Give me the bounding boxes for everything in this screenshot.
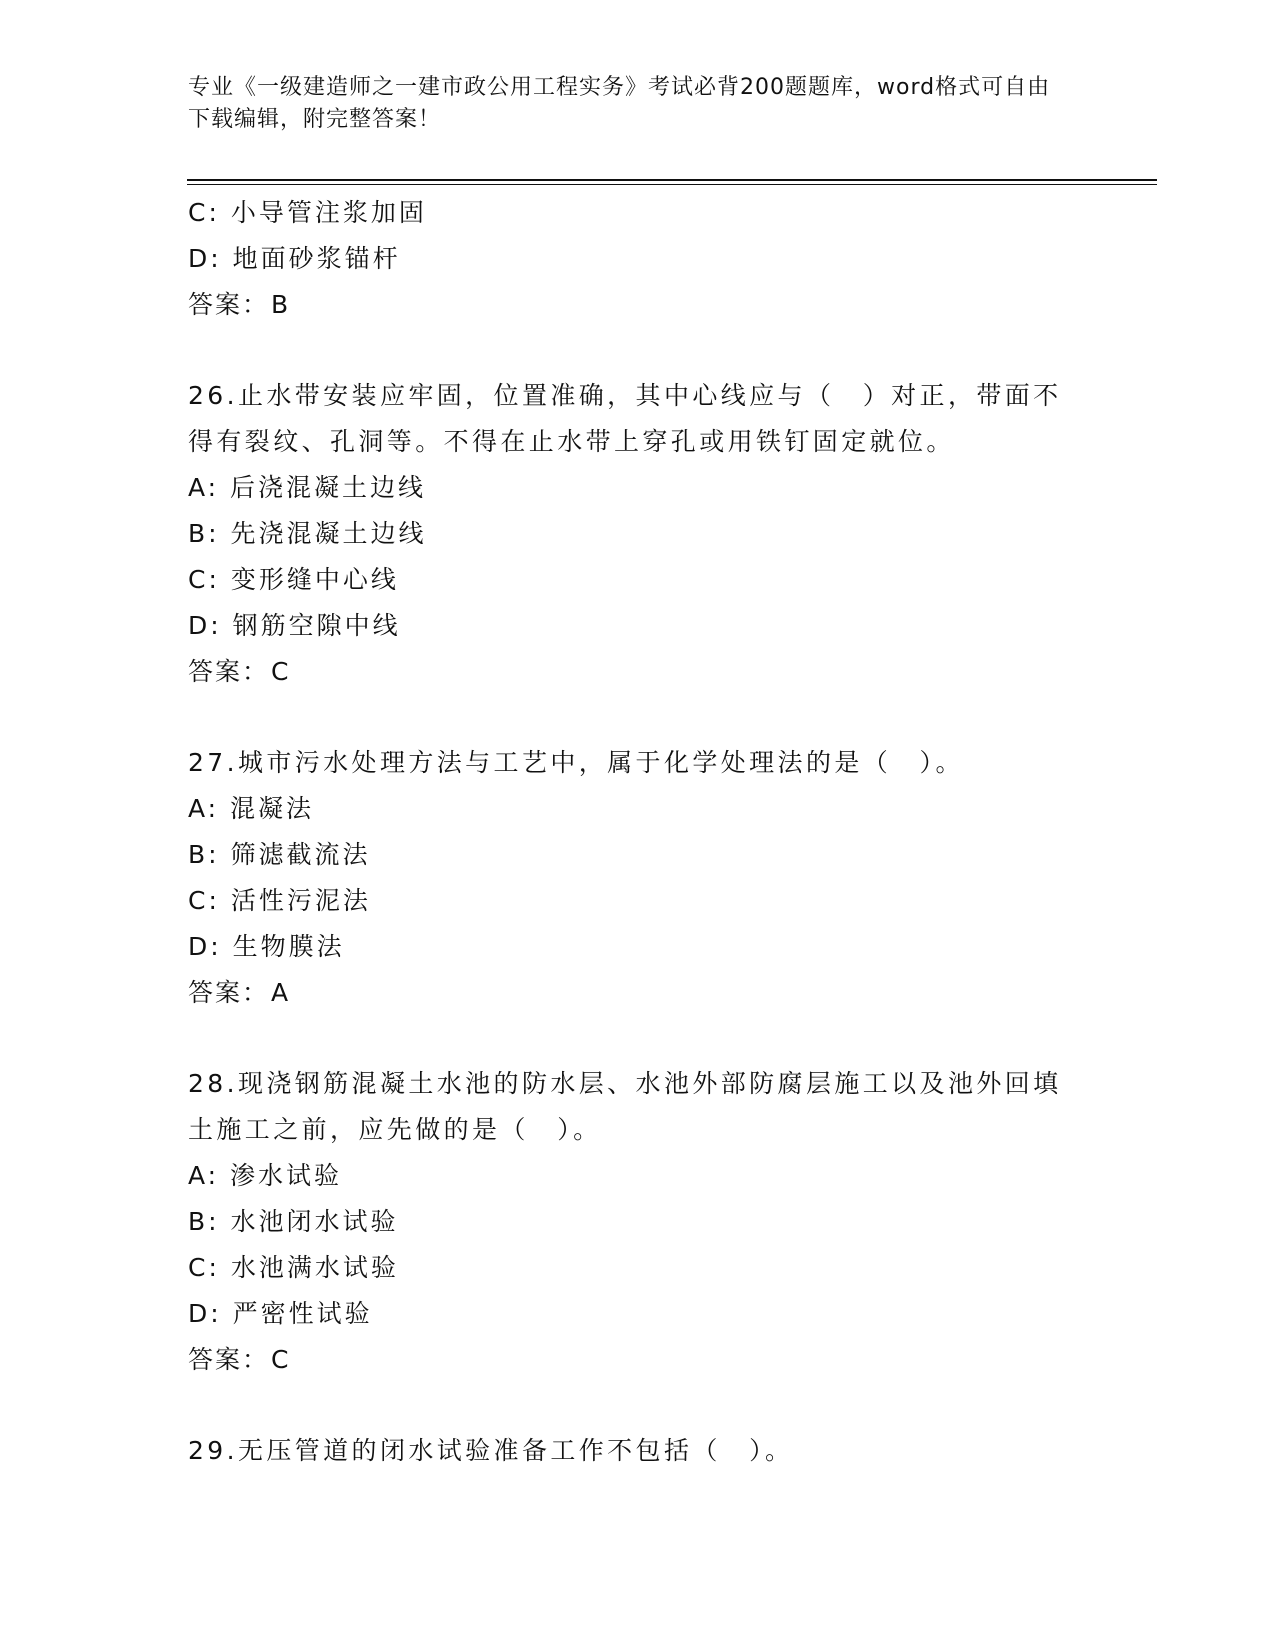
question-block-25 bbox=[188, 190, 1088, 328]
option-a: A: 混凝法 bbox=[188, 794, 315, 823]
option-d: D: 钢筋空隙中线 bbox=[188, 611, 401, 640]
answer-line: 答案：C bbox=[188, 657, 289, 686]
option-c: C: 水池满水试验 bbox=[188, 1253, 399, 1282]
option-d: D: 严密性试验 bbox=[188, 1299, 373, 1328]
answer-line: 答案：B bbox=[188, 290, 289, 319]
question-stem: 27.城市污水处理方法与工艺中，属于化学处理法的是（ ）。 bbox=[188, 748, 964, 777]
header-divider-thick bbox=[187, 179, 1157, 181]
question-block-29 bbox=[188, 1428, 1088, 1474]
question-block-27 bbox=[188, 740, 1088, 1016]
option-a: A: 渗水试验 bbox=[188, 1161, 343, 1190]
question-block-26 bbox=[188, 373, 1088, 695]
option-b: B: 筛滤截流法 bbox=[188, 840, 371, 869]
header-divider-thin bbox=[187, 184, 1157, 185]
answer-value: C bbox=[271, 657, 289, 686]
option-b: B: 先浇混凝土边线 bbox=[188, 519, 427, 548]
answer-line: 答案：A bbox=[188, 978, 289, 1007]
question-stem: 28.现浇钢筋混凝土水池的防水层、水池外部防腐层施工以及池外回填土施工之前，应先做的是（ ）。 bbox=[188, 1069, 1062, 1144]
question-block-28 bbox=[188, 1061, 1088, 1383]
option-a: A: 后浇混凝土边线 bbox=[188, 473, 427, 502]
question-stem: 26.止水带安装应牢固，位置准确，其中心线应与（ ）对正，带面不得有裂纹、孔洞等。不得在止水带上穿孔或用铁钉固定就位。 bbox=[188, 381, 1062, 456]
option-b: B: 水池闭水试验 bbox=[188, 1207, 399, 1236]
answer-value: A bbox=[271, 978, 289, 1007]
option-c: C: 活性污泥法 bbox=[188, 886, 371, 915]
option-d: D: 生物膜法 bbox=[188, 932, 345, 961]
answer-value: B bbox=[271, 290, 289, 319]
answer-value: C bbox=[271, 1345, 289, 1374]
option-d: D: 地面砂浆锚杆 bbox=[188, 244, 401, 273]
document-header bbox=[188, 72, 1068, 136]
question-list bbox=[188, 190, 1088, 1474]
header-text: 专业《一级建造师之一建市政公用工程实务》考试必背200题题库，word格式可自由下载编辑，附完整答案！ bbox=[188, 75, 1051, 132]
answer-line: 答案：C bbox=[188, 1345, 289, 1374]
option-c: C: 小导管注浆加固 bbox=[188, 198, 427, 227]
option-c: C: 变形缝中心线 bbox=[188, 565, 399, 594]
question-stem: 29.无压管道的闭水试验准备工作不包括（ ）。 bbox=[188, 1436, 794, 1465]
